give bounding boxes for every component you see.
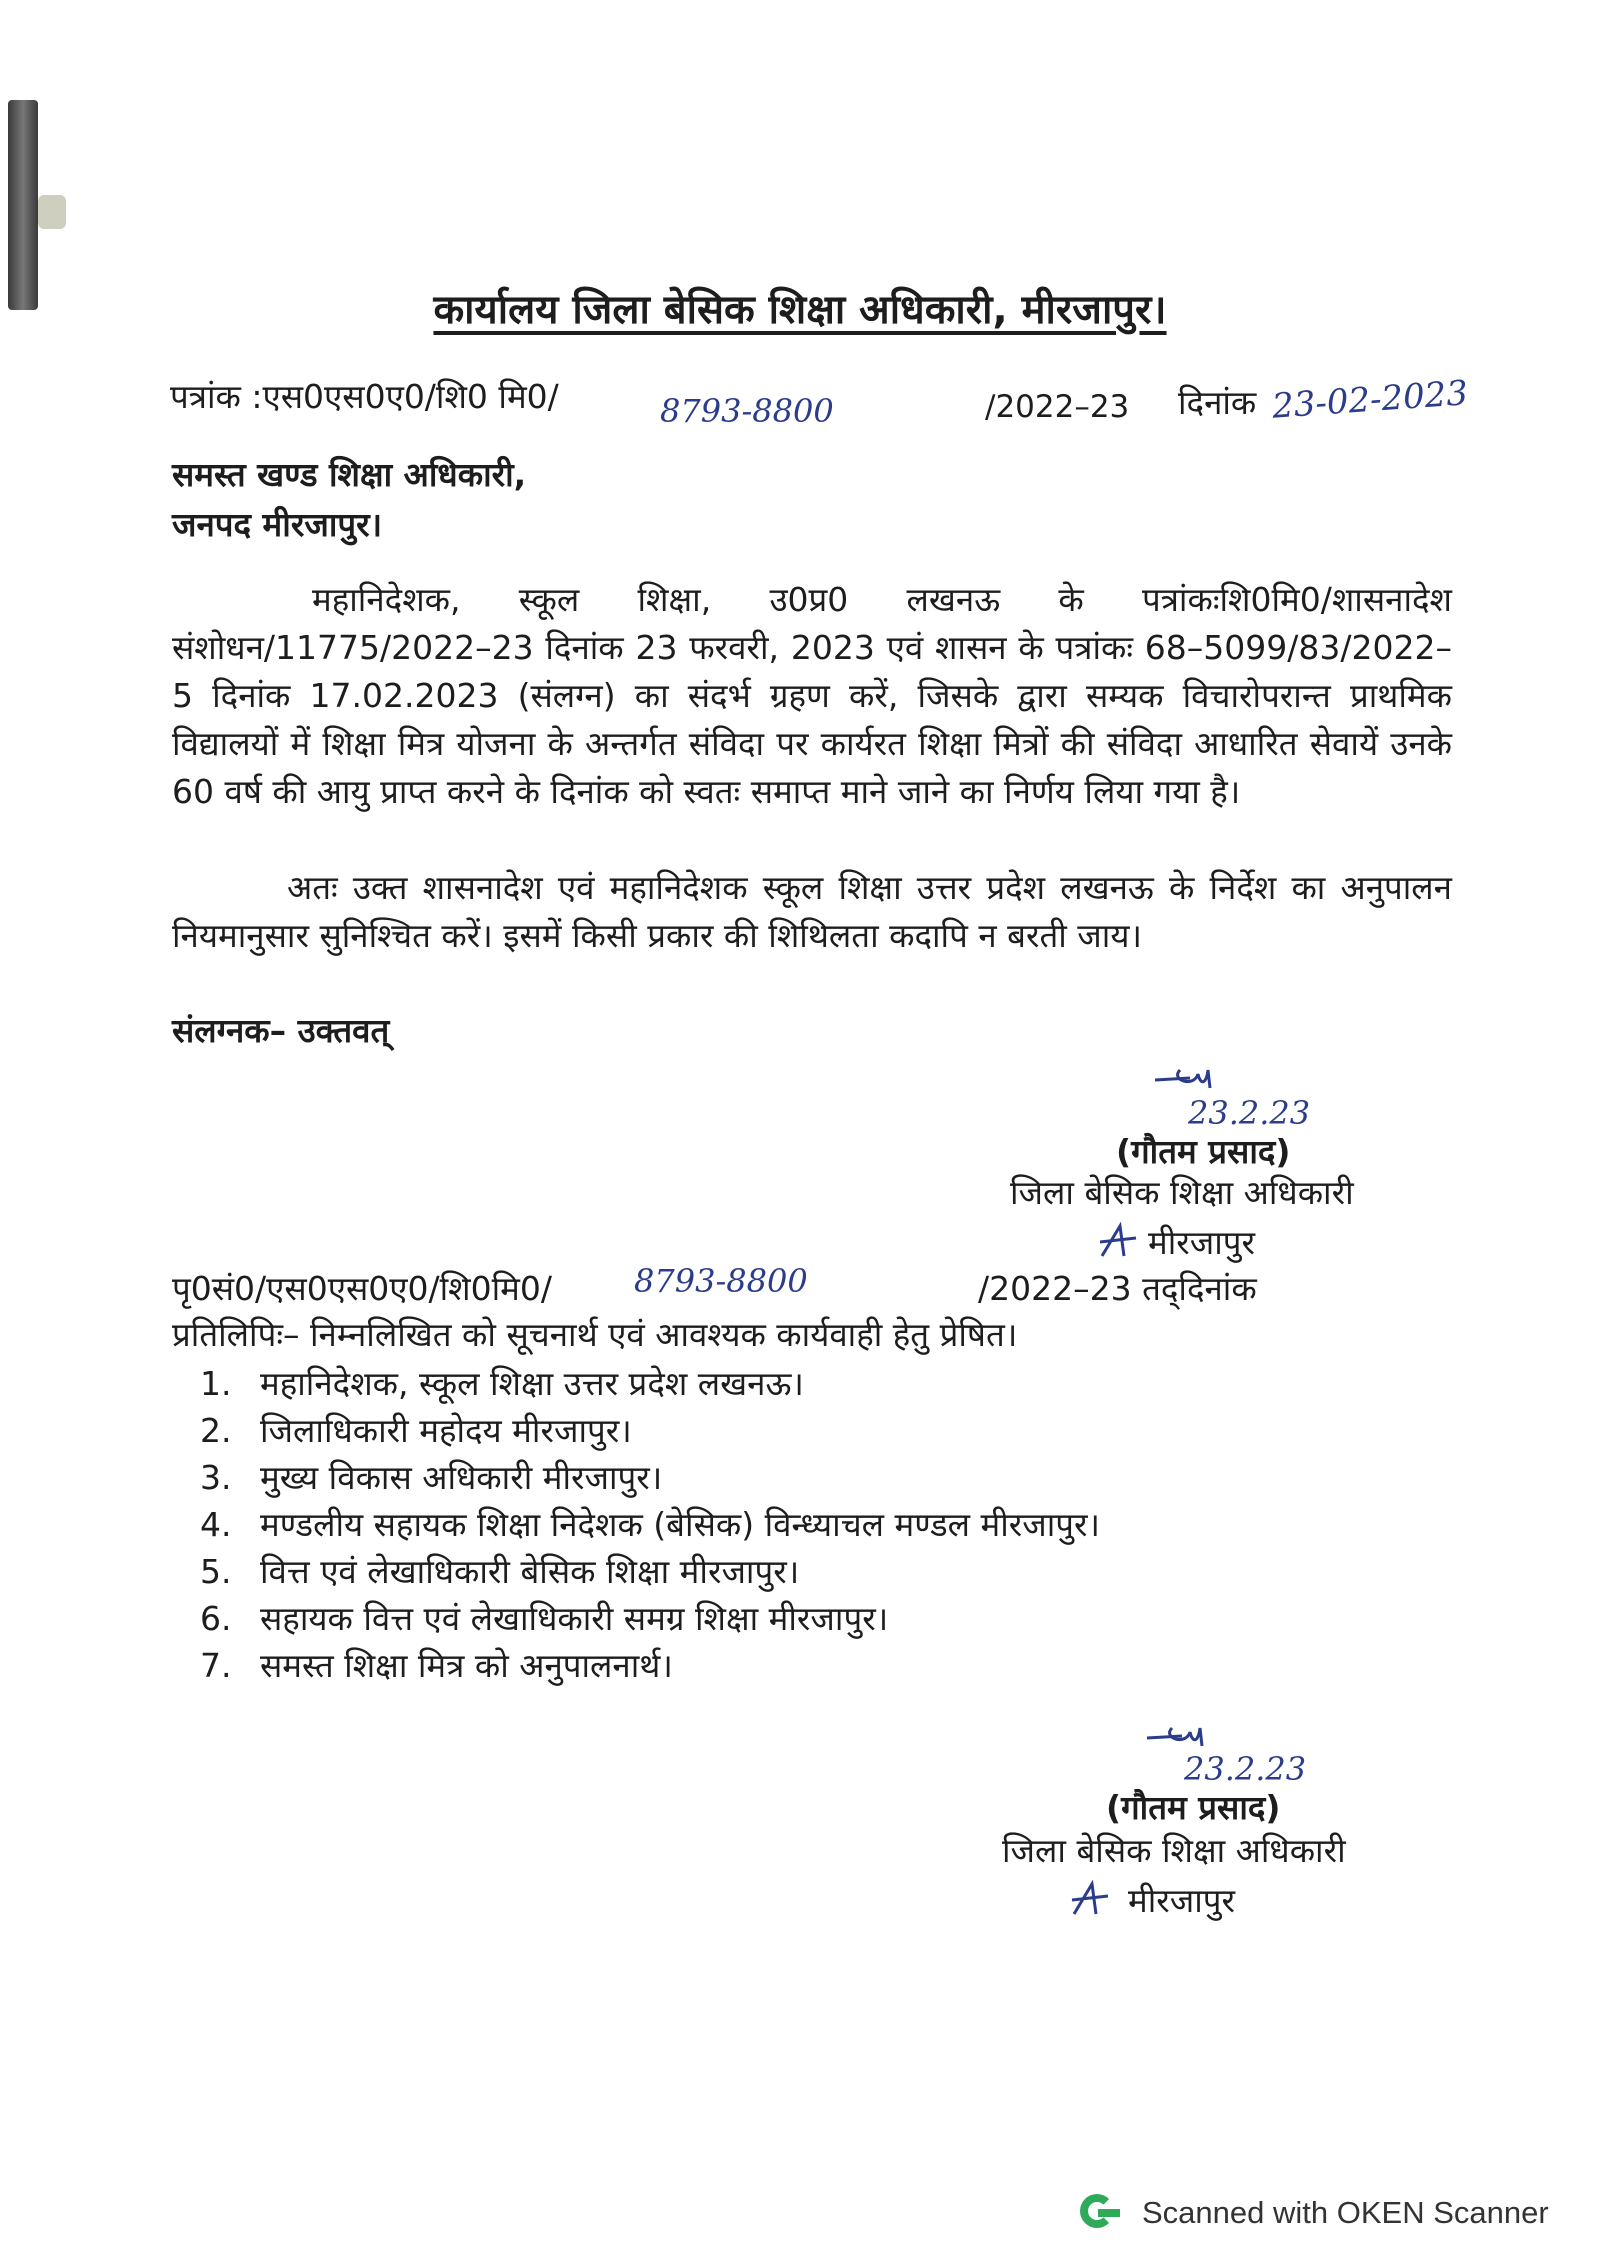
initial-mark-icon — [1098, 1222, 1140, 1262]
list-item: 7. समस्त शिक्षा मित्र को अनुपालनार्थ। — [200, 1646, 673, 1685]
signature-2-designation: जिला बेसिक शिक्षा अधिकारी — [1002, 1831, 1346, 1870]
body-paragraph-1-text: महानिदेशक, स्कूल शिक्षा, उ0प्र0 लखनऊ के पत्रांकःशि0मि0/शासनादेश संशोधन/11775/2022–23 दिनांक 23 फरवरी, 2023 एवं शासन के पत्रांकः 68–5099/83/2022–5 दिनांक 17.02.2023 (संलग्न) का संदर्भ ग्रहण करें, जिसके द्वारा सम्यक विचारोपरान्त प्राथमिक विद्यालयों में शिक्षा मित्र योजना के अन्तर्गत संविदा पर कार्यरत शिक्षा मित्रों की संविदा आधारित सेवायें उनके 60 वर्ष की आयु प्राप्त करने के दिनांक को स्वतः समाप्त माने जाने का निर्णय लिया गया है। — [172, 580, 1452, 811]
binder-clip-cap — [38, 195, 66, 229]
binder-clip — [8, 100, 38, 310]
list-item: 2. जिलाधिकारी महोदय मीरजापुर। — [200, 1411, 632, 1450]
signature-scribble-icon — [1150, 1058, 1240, 1098]
ref-date-label: दिनांक — [1178, 383, 1257, 422]
copy-ref-label: पृ0सं0/एस0एस0ए0/शि0मि0/ — [172, 1269, 553, 1308]
signature-1-designation: जिला बेसिक शिक्षा अधिकारी — [1010, 1173, 1354, 1212]
signature-2-place: मीरजापुर — [1128, 1881, 1236, 1920]
signature-2-date: 23.2.23 — [1184, 1750, 1307, 1788]
scanner-watermark-text: Scanned with OKEN Scanner — [1142, 2195, 1549, 2230]
addressee-line-1: समस्त खण्ड शिक्षा अधिकारी, — [172, 455, 527, 494]
addressee-line-2: जनपद मीरजापुर। — [172, 505, 383, 544]
copy-ref-year-date: /2022–23 तद्‌दिनांक — [978, 1269, 1257, 1308]
enclosure-line: संलग्नक– उक्तवत् — [172, 1011, 390, 1050]
signature-1-place: मीरजापुर — [1148, 1223, 1256, 1262]
ref-handwritten-number: 8793-8800 — [660, 392, 834, 430]
ref-year: /2022–23 — [985, 389, 1130, 425]
list-item: 5. वित्त एवं लेखाधिकारी बेसिक शिक्षा मीरजापुर। — [200, 1552, 800, 1591]
signature-1-initial-mark — [1098, 1222, 1140, 1266]
office-heading: कार्यालय जिला बेसिक शिक्षा अधिकारी, मीरजापुर। — [433, 287, 1167, 333]
oken-scanner-logo-icon — [1078, 2190, 1124, 2236]
list-item: 3. मुख्य विकास अधिकारी मीरजापुर। — [200, 1458, 663, 1497]
list-item: 1. महानिदेशक, स्कूल शिक्षा उत्तर प्रदेश लखनऊ। — [200, 1364, 804, 1403]
ref-label: पत्रांक :एस0एस0ए0/शि0 मि0/ — [170, 377, 559, 416]
signature-2-name: (गौतम प्रसाद) — [1106, 1788, 1281, 1827]
signature-1-date: 23.2.23 — [1188, 1094, 1311, 1132]
copy-ref-handwritten-number: 8793-8800 — [634, 1262, 808, 1300]
signature-1-name: (गौतम प्रसाद) — [1116, 1132, 1291, 1171]
body-paragraph-2 — [172, 864, 1452, 960]
list-item: 6. सहायक वित्त एवं लेखाधिकारी समग्र शिक्षा मीरजापुर। — [200, 1599, 889, 1638]
ref-handwritten-date: 23-02-2023 — [1270, 373, 1470, 427]
copy-intro: प्रतिलिपिः– निम्नलिखित को सूचनार्थ एवं आवश्यक कार्यवाही हेतु प्रेषित। — [172, 1315, 1018, 1354]
body-paragraph-2-text: अतः उक्त शासनादेश एवं महानिदेशक स्कूल शिक्षा उत्तर प्रदेश लखनऊ के निर्देश का अनुपालन नियमानुसार सुनिश्चित करें। इसमें किसी प्रकार की शिथिलता कदापि न बरती जाय। — [172, 868, 1452, 955]
initial-mark-icon — [1070, 1880, 1112, 1920]
signature-2-initial-mark — [1070, 1880, 1112, 1924]
body-paragraph-1 — [172, 576, 1452, 816]
scanner-watermark — [1078, 2190, 1549, 2236]
list-item: 4. मण्डलीय सहायक शिक्षा निदेशक (बेसिक) विन्ध्याचल मण्डल मीरजापुर। — [200, 1505, 1101, 1544]
copy-recipient-list — [200, 1360, 1100, 1689]
